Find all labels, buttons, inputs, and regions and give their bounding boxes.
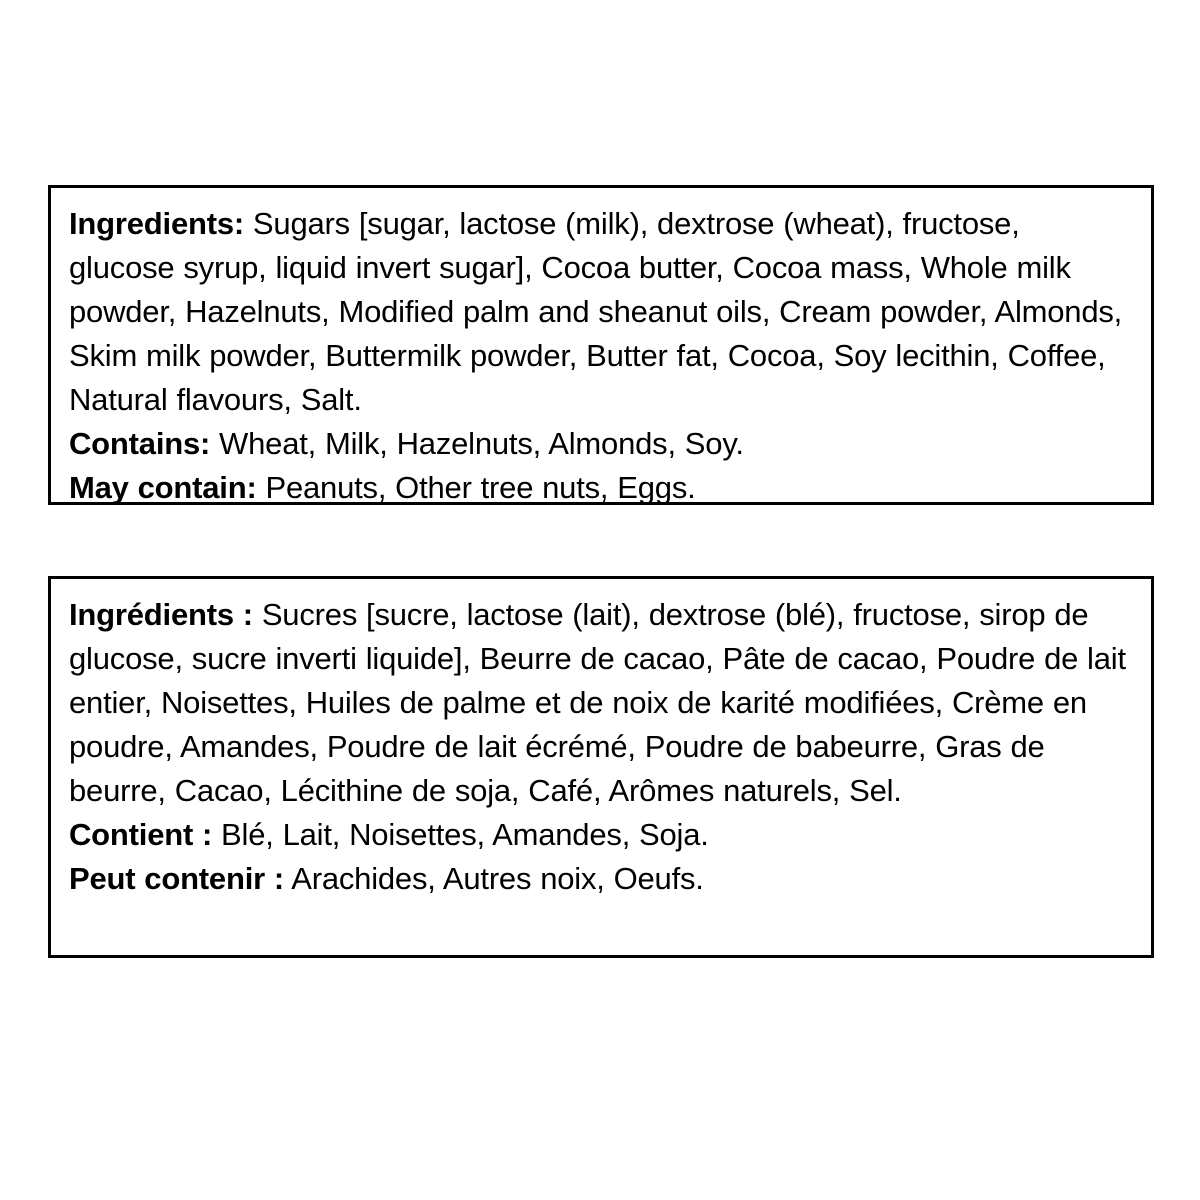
- may-contain-value-fr: Arachides, Autres noix, Oeufs.: [284, 861, 704, 897]
- ingredients-label: Ingredients:: [69, 206, 245, 241]
- may-contain-paragraph-fr: [69, 857, 1133, 901]
- ingredients-value-fr: Sucres [sucre, lactose (lait), dextrose (blé), fructose, sirop de glucose, sucre inverti liquide], Beurre de cacao, Pâte de cacao, Poudre de lait entier, Noisettes, Huiles de palme et de noix de karité modifiées, Crème en poudre, Amandes, Poudre de lait écrémé, Poudre de babeurre, Gras de beurre, Cacao, Lécithine de soja, Café, Arômes naturels, Sel.: [69, 597, 1126, 809]
- ingredients-paragraph: [69, 202, 1133, 422]
- ingredients-panel-english: [48, 185, 1154, 505]
- ingredients-label-fr: Ingrédients :: [69, 597, 253, 632]
- contains-label: Contains:: [69, 426, 211, 462]
- may-contain-label: May contain:: [69, 470, 257, 506]
- contains-value-fr: Blé, Lait, Noisettes, Amandes, Soja.: [212, 817, 709, 853]
- contains-value: Wheat, Milk, Hazelnuts, Almonds, Soy.: [210, 426, 744, 462]
- may-contain-value: Peanuts, Other tree nuts, Eggs.: [256, 470, 696, 506]
- contains-paragraph: [69, 422, 1133, 466]
- ingredients-value: Sugars [sugar, lactose (milk), dextrose (wheat), fructose, glucose syrup, liquid invert sugar], Cocoa butter, Cocoa mass, Whole milk powder, Hazelnuts, Modified palm and sheanut oils, Cream powder, Almonds, Skim milk powder, Buttermilk powder, Butter fat, Cocoa, Soy lecithin, Coffee, Natural flavours, Salt.: [69, 206, 1123, 418]
- may-contain-label-fr: Peut contenir :: [69, 861, 285, 897]
- contains-label-fr: Contient :: [69, 817, 213, 853]
- ingredients-text-english: [69, 202, 1133, 510]
- ingredients-text-french: [69, 593, 1133, 901]
- contains-paragraph-fr: [69, 813, 1133, 857]
- ingredients-paragraph-fr: [69, 593, 1133, 813]
- ingredients-panel-french: [48, 576, 1154, 958]
- may-contain-paragraph: [69, 466, 1133, 510]
